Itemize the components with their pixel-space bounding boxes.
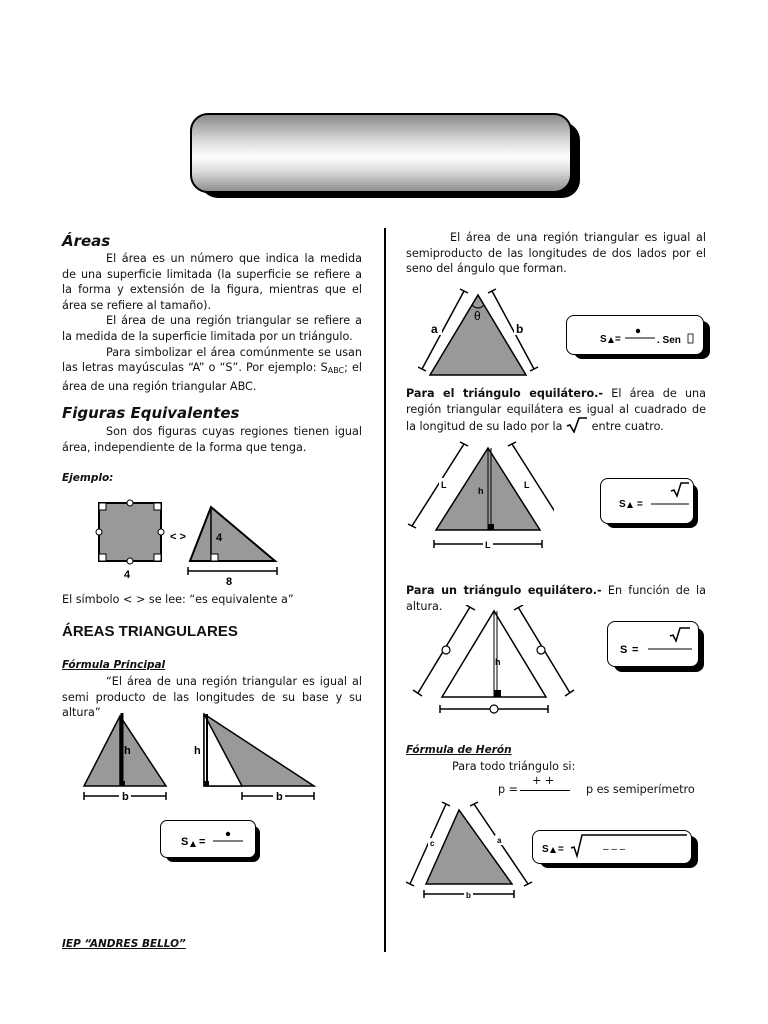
theta-label: θ — [474, 309, 481, 323]
heron-formula-box — [532, 830, 692, 864]
heron-semiperimeter-note: p es semiperímetro — [586, 783, 695, 796]
heron-side-b: b — [466, 891, 471, 900]
square-shape — [99, 503, 161, 561]
equilateral-side-text: Para el triángulo equilátero.- El área de una región triangular equilátera es igual al cuadrado de la longitud de su lado por la entre cuatro. — [406, 387, 706, 434]
svg-text:=: = — [632, 644, 639, 656]
base-height-triangles — [78, 708, 328, 806]
heron-side-c: c — [430, 839, 435, 848]
equilateral-height-triangle — [408, 605, 578, 717]
height-label-1: h — [124, 745, 131, 757]
square-side-label: 4 — [124, 569, 131, 581]
height-label-4: h — [495, 657, 501, 667]
heron-p-label: p = — [498, 783, 519, 796]
svg-text:=: = — [558, 844, 564, 855]
svg-text:L: L — [441, 480, 447, 490]
sine-formula-intro: El área de una región triangular es igual al semiproducto de las longitudes de dos lados por el seno del ángulo que forman. — [406, 231, 706, 276]
equilateral-side-triangle — [404, 440, 554, 552]
svg-text:L: L — [485, 540, 491, 550]
triangle-height-label: 4 — [216, 532, 223, 544]
two-sides-angle-triangle — [418, 283, 558, 383]
area-formula-box — [160, 820, 256, 858]
svg-text:S: S — [542, 844, 549, 855]
areas-paragraph-1: El área es un número que indica la medida de una superficie limitada (la superficie se refiere a la forma y extensión de la figura, mientras que el área se refiere al tamaño). — [62, 252, 362, 312]
equilateral-height-text: Para un triángulo equilátero.- En función de la altura. — [406, 584, 706, 613]
equivalent-figures-diagram — [90, 495, 290, 590]
equivalent-figures-heading: Figuras Equivalentes — [62, 404, 240, 422]
title-banner — [190, 113, 572, 193]
areas-text — [62, 251, 362, 394]
example-triangle — [190, 507, 275, 561]
example-label: Ejemplo: — [62, 472, 114, 484]
base-label-2: b — [276, 791, 283, 803]
svg-text:=: = — [199, 836, 206, 848]
areas-paragraph-2: El área de una región triangular se refiere a la medida de la superficie limitada por un triángulo. — [62, 314, 362, 343]
heron-side-a: a — [497, 836, 502, 845]
svg-text:S: S — [620, 644, 628, 656]
heron-radicand: – – – — [603, 844, 626, 855]
footer-school-name: IEP “ANDRES BELLO” — [62, 938, 186, 950]
symbol-note: El símbolo < > se lee: “es equivalente a” — [62, 593, 294, 606]
triangular-areas-heading: ÁREAS TRIANGULARES — [62, 623, 238, 640]
side-b-label: b — [516, 322, 524, 336]
height-label-3: h — [478, 486, 484, 496]
heron-intro: Para todo triángulo si: — [452, 760, 576, 773]
formula-s-label: S — [181, 836, 189, 848]
equivalent-figures-text: Son dos figuras cuyas regiones tienen igual área, independiente de la forma que tenga. — [62, 425, 362, 454]
sqrt-icon — [571, 835, 687, 856]
sqrt-icon — [566, 417, 588, 433]
base-label-1: b — [122, 791, 129, 803]
principal-formula-text: “El área de una región triangular es igual al semi producto de las longitudes de su base y su altura” — [62, 675, 362, 720]
svg-text:=: = — [637, 499, 643, 510]
sqrt-icon — [670, 628, 690, 641]
equivalence-symbol: < > — [170, 531, 186, 543]
sine-formula-box — [566, 315, 704, 355]
heron-formula-label: Fórmula de Herón — [406, 744, 512, 756]
areas-paragraph-3: Para simbolizar el área comúnmente se usan las letras mayúsculas “A” o “S”. Por ejemplo: $S_{ABC}$; el área de una región triangular ABC. — [62, 345, 363, 393]
areas-heading: Áreas — [62, 232, 111, 250]
svg-text:S: S — [619, 499, 626, 510]
column-divider — [384, 228, 386, 952]
equilateral-height-formula-box — [607, 621, 699, 667]
triangle-base-label: 8 — [226, 576, 233, 588]
height-label-2: h — [194, 745, 201, 757]
heron-fraction-bar — [520, 790, 570, 791]
heron-numerator: + + — [532, 774, 555, 787]
sine-label: . Sen — [657, 335, 681, 346]
heron-triangle — [402, 800, 534, 902]
equilateral-side-formula-box — [600, 478, 694, 524]
side-a-label: a — [431, 322, 438, 336]
principal-formula-label: Fórmula Principal — [62, 659, 166, 671]
sqrt-icon — [671, 483, 689, 496]
svg-text:S: S — [600, 334, 607, 345]
svg-text:L: L — [524, 480, 530, 490]
svg-text:=: = — [615, 334, 621, 345]
